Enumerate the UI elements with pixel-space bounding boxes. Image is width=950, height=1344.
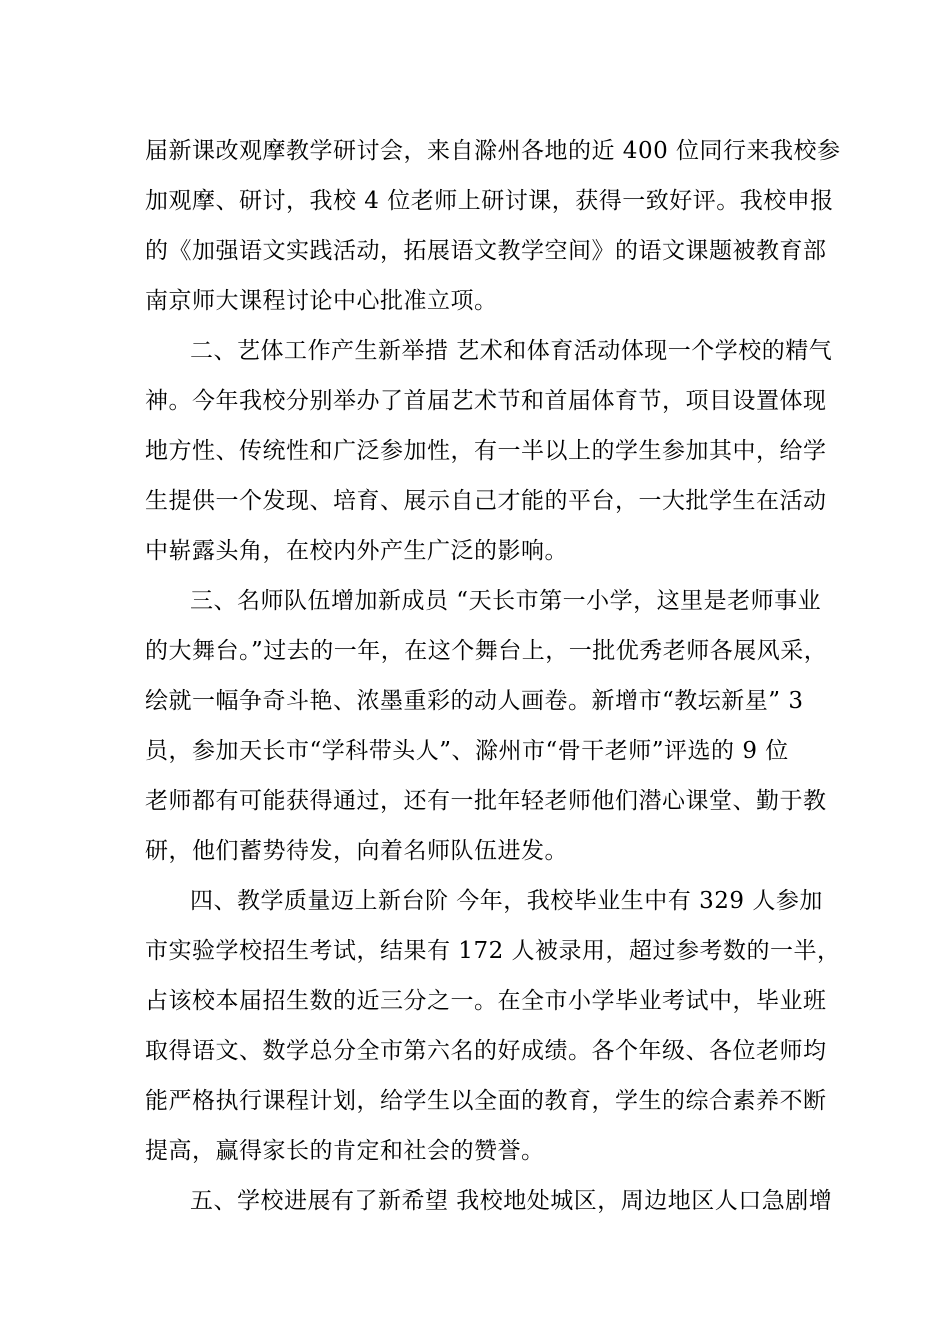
text-line: 届新课改观摩教学研讨会，来自滁州各地的近 400 位同行来我校参 <box>145 138 841 164</box>
text-line: 神。今年我校分别举办了首届艺术节和首届体育节，项目设置体现 <box>145 388 827 414</box>
text-line: 加观摩、研讨，我校 4 位老师上研讨课，获得一致好评。我校申报 <box>145 188 834 214</box>
text-line: 占该校本届招生数的近三分之一。在全市小学毕业考试中，毕业班 <box>145 988 827 1014</box>
paragraph-heading-line: 四、教学质量迈上新台阶 今年，我校毕业生中有 329 人参加 <box>190 888 823 914</box>
text-line: 中崭露头角，在校内外产生广泛的影响。 <box>145 538 568 564</box>
text-line: 地方性、传统性和广泛参加性，有一半以上的学生参加其中，给学 <box>145 438 827 464</box>
text-line: 提高，赢得家长的肯定和社会的赞誉。 <box>145 1138 545 1164</box>
paragraph-heading-line: 二、艺体工作产生新举措 艺术和体育活动体现一个学校的精气 <box>190 338 833 364</box>
text-line: 研，他们蓄势待发，向着名师队伍进发。 <box>145 838 568 864</box>
text-line: 市实验学校招生考试，结果有 172 人被录用，超过参考数的一半， <box>145 938 841 964</box>
text-line: 的大舞台。”过去的一年，在这个舞台上，一批优秀老师各展风采， <box>145 638 828 664</box>
text-line: 绘就一幅争奇斗艳、浓墨重彩的动人画卷。新增市“教坛新星” 3 <box>145 688 804 714</box>
text-line: 取得语文、数学总分全市第六名的好成绩。各个年级、各位老师均 <box>145 1038 827 1064</box>
paragraph-heading-line: 五、学校进展有了新希望 我校地处城区，周边地区人口急剧增 <box>190 1188 833 1214</box>
text-line: 的《加强语文实践活动，拓展语文教学空间》的语文课题被教育部 <box>145 238 827 264</box>
text-line: 生提供一个发现、培育、展示自己才能的平台，一大批学生在活动 <box>145 488 827 514</box>
paragraph-heading-line: 三、名师队伍增加新成员 “天长市第一小学，这里是老师事业 <box>190 588 822 614</box>
text-line: 老师都有可能获得通过，还有一批年轻老师他们潜心课堂、勤于教 <box>145 788 827 814</box>
text-line: 南京师大课程讨论中心批准立项。 <box>145 288 498 314</box>
text-line: 员，参加天长市“学科带头人”、滁州市“骨干老师”评选的 9 位 <box>145 738 789 764</box>
text-line: 能严格执行课程计划，给学生以全面的教育，学生的综合素养不断 <box>145 1088 827 1114</box>
